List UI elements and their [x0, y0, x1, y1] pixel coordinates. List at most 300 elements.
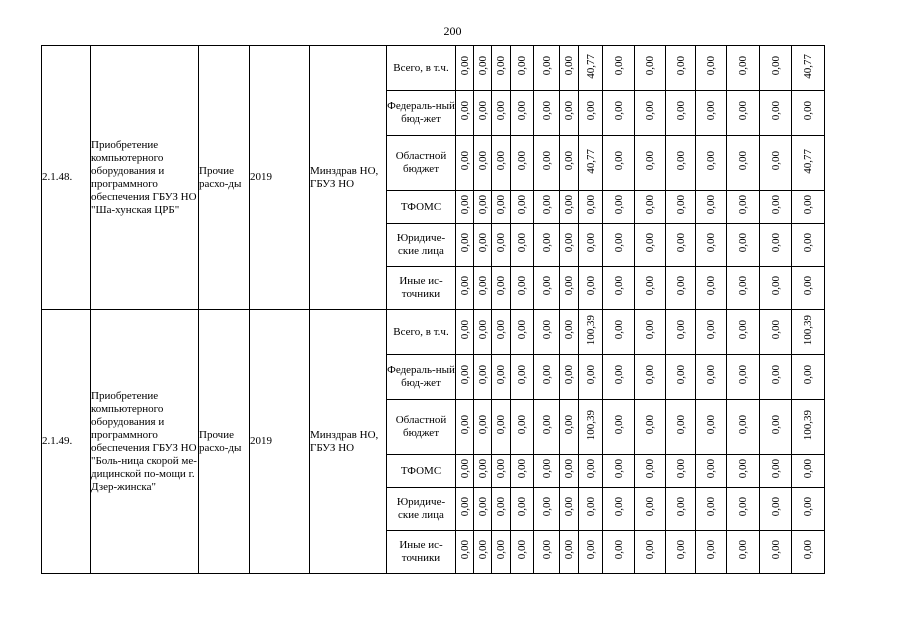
- value-cell: [792, 46, 825, 91]
- value-cell: [492, 455, 511, 488]
- value-cell: [760, 400, 792, 455]
- value-text: 0,00: [737, 56, 749, 76]
- value-cell: [760, 488, 792, 531]
- value-text: 40,77: [802, 53, 814, 79]
- value-cell: [727, 267, 760, 310]
- value-text: 0,00: [540, 415, 553, 435]
- value-text: 0,00: [476, 320, 489, 340]
- funding-source: Областной бюджет: [387, 136, 456, 191]
- value-text: 0,00: [737, 540, 749, 560]
- value-text: 100,39: [584, 314, 597, 346]
- funding-source: Иные ис-точники: [387, 531, 456, 574]
- value-text: 0,00: [495, 151, 507, 171]
- funding-source: Юридиче-ские лица: [387, 488, 456, 531]
- value-text: 0,00: [674, 459, 687, 479]
- value-cell: [511, 136, 534, 191]
- value-text: 0,00: [644, 151, 656, 171]
- value-text: 0,00: [674, 540, 687, 560]
- funding-source: Всего, в т.ч.: [387, 310, 456, 355]
- value-text: 0,00: [495, 497, 507, 517]
- value-cell: [492, 531, 511, 574]
- value-cell: [534, 91, 560, 136]
- value-text: 0,00: [612, 540, 625, 560]
- value-cell: [534, 310, 560, 355]
- value-text: 40,77: [584, 53, 597, 79]
- value-cell: [727, 191, 760, 224]
- value-text: 0,00: [644, 320, 656, 340]
- value-text: 0,00: [769, 56, 782, 76]
- value-text: 0,00: [769, 365, 782, 385]
- value-cell: [474, 191, 492, 224]
- value-text: 0,00: [476, 459, 489, 479]
- value-cell: [560, 400, 579, 455]
- value-cell: [511, 224, 534, 267]
- value-text: 0,00: [674, 276, 687, 296]
- value-text: 0,00: [458, 497, 471, 517]
- value-text: 0,00: [458, 233, 471, 253]
- value-cell: [579, 531, 603, 574]
- value-cell: [492, 310, 511, 355]
- value-cell: [727, 46, 760, 91]
- value-cell: [792, 310, 825, 355]
- value-cell: [456, 310, 474, 355]
- value-cell: [560, 191, 579, 224]
- value-text: 0,00: [476, 195, 489, 215]
- value-cell: [727, 310, 760, 355]
- value-text: 0,00: [674, 151, 687, 171]
- value-cell: [534, 224, 560, 267]
- value-text: 0,00: [563, 320, 575, 340]
- value-text: 0,00: [584, 195, 597, 215]
- value-cell: [792, 191, 825, 224]
- value-text: 0,00: [769, 415, 782, 435]
- value-text: 0,00: [674, 195, 687, 215]
- value-text: 0,00: [802, 276, 814, 296]
- value-cell: [456, 531, 474, 574]
- value-cell: [696, 267, 727, 310]
- value-text: 0,00: [563, 415, 575, 435]
- value-text: 0,00: [612, 233, 625, 253]
- value-cell: [760, 455, 792, 488]
- value-text: 0,00: [674, 497, 687, 517]
- value-cell: [456, 46, 474, 91]
- value-cell: [635, 355, 666, 400]
- funding-source: Иные ис-точники: [387, 267, 456, 310]
- value-text: 0,00: [705, 276, 717, 296]
- value-cell: [666, 310, 696, 355]
- value-text: 0,00: [458, 195, 471, 215]
- value-cell: [456, 455, 474, 488]
- value-cell: [511, 355, 534, 400]
- value-cell: [635, 400, 666, 455]
- item-executor: Минздрав НО, ГБУЗ НО: [310, 310, 387, 574]
- value-cell: [792, 455, 825, 488]
- value-cell: [635, 91, 666, 136]
- expense-kind: Прочие расхо-ды: [199, 310, 250, 574]
- value-text: 0,00: [769, 540, 782, 560]
- value-cell: [792, 91, 825, 136]
- value-cell: [760, 136, 792, 191]
- value-text: 0,00: [769, 101, 782, 121]
- value-text: 0,00: [674, 320, 687, 340]
- value-text: 0,00: [476, 233, 489, 253]
- value-text: 0,00: [802, 497, 814, 517]
- value-cell: [696, 455, 727, 488]
- value-text: 0,00: [644, 233, 656, 253]
- value-cell: [603, 224, 635, 267]
- value-text: 0,00: [769, 151, 782, 171]
- value-text: 0,00: [644, 459, 656, 479]
- value-text: 0,00: [674, 365, 687, 385]
- value-cell: [603, 91, 635, 136]
- value-cell: [635, 267, 666, 310]
- value-text: 0,00: [737, 415, 749, 435]
- value-cell: [603, 400, 635, 455]
- value-text: 0,00: [737, 195, 749, 215]
- value-text: 0,00: [563, 365, 575, 385]
- value-text: 0,00: [612, 101, 625, 121]
- value-cell: [666, 46, 696, 91]
- value-cell: [792, 267, 825, 310]
- value-text: 0,00: [644, 497, 656, 517]
- value-text: 0,00: [458, 365, 471, 385]
- value-cell: [560, 455, 579, 488]
- value-cell: [666, 355, 696, 400]
- value-text: 0,00: [458, 320, 471, 340]
- value-text: 0,00: [516, 365, 528, 385]
- value-text: 0,00: [802, 101, 814, 121]
- funding-source: Федераль-ный бюд-жет: [387, 91, 456, 136]
- item-name: Приобретение компьютерного оборудования и программного обеспечения ГБУЗ НО "Ша-хунская ЦРБ": [91, 46, 199, 310]
- value-cell: [635, 224, 666, 267]
- value-cell: [534, 488, 560, 531]
- value-text: 0,00: [476, 151, 489, 171]
- value-cell: [511, 310, 534, 355]
- value-text: 0,00: [516, 101, 528, 121]
- value-cell: [696, 400, 727, 455]
- expense-kind: Прочие расхо-ды: [199, 46, 250, 310]
- value-cell: [579, 267, 603, 310]
- value-cell: [560, 136, 579, 191]
- value-cell: [727, 91, 760, 136]
- value-cell: [474, 310, 492, 355]
- value-text: 0,00: [516, 151, 528, 171]
- value-cell: [666, 531, 696, 574]
- value-text: 0,00: [563, 459, 575, 479]
- value-text: 0,00: [612, 459, 625, 479]
- value-text: 0,00: [584, 233, 597, 253]
- value-text: 0,00: [769, 233, 782, 253]
- value-text: 0,00: [516, 540, 528, 560]
- value-text: 0,00: [495, 415, 507, 435]
- value-cell: [760, 46, 792, 91]
- value-text: 0,00: [495, 540, 507, 560]
- value-text: 0,00: [495, 276, 507, 296]
- value-text: 0,00: [563, 233, 575, 253]
- value-text: 0,00: [802, 540, 814, 560]
- value-text: 0,00: [476, 415, 489, 435]
- value-cell: [560, 488, 579, 531]
- value-cell: [727, 455, 760, 488]
- value-text: 0,00: [584, 497, 597, 517]
- value-text: 0,00: [737, 276, 749, 296]
- value-cell: [474, 136, 492, 191]
- item-name: Приобретение компьютерного оборудования и программного обеспечения ГБУЗ НО "Боль-ница скорой ме-дицинской по-мощи г. Дзер-жинска": [91, 310, 199, 574]
- value-cell: [603, 136, 635, 191]
- value-text: 0,00: [705, 320, 717, 340]
- value-cell: [456, 191, 474, 224]
- value-text: 0,00: [495, 233, 507, 253]
- value-text: 0,00: [584, 276, 597, 296]
- value-text: 0,00: [584, 365, 597, 385]
- value-cell: [511, 531, 534, 574]
- value-text: 0,00: [674, 233, 687, 253]
- value-cell: [696, 310, 727, 355]
- value-cell: [560, 46, 579, 91]
- value-text: 0,00: [540, 540, 553, 560]
- value-text: 0,00: [563, 497, 575, 517]
- value-cell: [492, 46, 511, 91]
- value-text: 0,00: [769, 195, 782, 215]
- value-cell: [492, 488, 511, 531]
- value-cell: [635, 46, 666, 91]
- value-cell: [666, 191, 696, 224]
- value-text: 100,39: [802, 409, 814, 441]
- value-cell: [474, 91, 492, 136]
- value-cell: [511, 400, 534, 455]
- value-cell: [635, 488, 666, 531]
- value-text: 40,77: [584, 148, 597, 174]
- value-text: 0,00: [476, 540, 489, 560]
- value-cell: [474, 400, 492, 455]
- value-cell: [727, 488, 760, 531]
- value-cell: [603, 310, 635, 355]
- value-text: 0,00: [705, 56, 717, 76]
- value-text: 0,00: [737, 459, 749, 479]
- value-text: 0,00: [563, 195, 575, 215]
- value-text: 0,00: [563, 101, 575, 121]
- value-text: 0,00: [612, 497, 625, 517]
- value-text: 0,00: [584, 101, 597, 121]
- value-cell: [760, 224, 792, 267]
- value-text: 0,00: [802, 233, 814, 253]
- value-cell: [792, 224, 825, 267]
- value-cell: [456, 355, 474, 400]
- value-text: 0,00: [495, 56, 507, 76]
- value-text: 0,00: [737, 320, 749, 340]
- value-cell: [579, 191, 603, 224]
- value-cell: [474, 267, 492, 310]
- value-cell: [534, 267, 560, 310]
- value-text: 0,00: [458, 56, 471, 76]
- value-cell: [474, 455, 492, 488]
- value-text: 0,00: [769, 320, 782, 340]
- value-text: 0,00: [644, 415, 656, 435]
- item-code: 2.1.48.: [42, 46, 91, 310]
- value-cell: [534, 191, 560, 224]
- value-cell: [579, 91, 603, 136]
- value-cell: [666, 488, 696, 531]
- value-text: 0,00: [516, 415, 528, 435]
- value-cell: [792, 400, 825, 455]
- value-text: 0,00: [540, 233, 553, 253]
- value-cell: [792, 531, 825, 574]
- value-text: 0,00: [705, 415, 717, 435]
- value-cell: [760, 191, 792, 224]
- value-text: 0,00: [458, 151, 471, 171]
- value-cell: [727, 224, 760, 267]
- value-text: 0,00: [540, 320, 553, 340]
- value-cell: [760, 267, 792, 310]
- value-cell: [579, 488, 603, 531]
- value-cell: [474, 46, 492, 91]
- value-text: 0,00: [644, 101, 656, 121]
- value-cell: [635, 531, 666, 574]
- value-text: 0,00: [769, 459, 782, 479]
- value-text: 0,00: [612, 365, 625, 385]
- value-cell: [560, 91, 579, 136]
- value-text: 0,00: [458, 276, 471, 296]
- value-text: 0,00: [476, 365, 489, 385]
- value-cell: [579, 136, 603, 191]
- value-cell: [579, 310, 603, 355]
- value-cell: [492, 136, 511, 191]
- value-text: 0,00: [705, 195, 717, 215]
- value-cell: [727, 400, 760, 455]
- value-text: 0,00: [516, 276, 528, 296]
- value-text: 0,00: [495, 320, 507, 340]
- value-cell: [603, 355, 635, 400]
- value-cell: [511, 455, 534, 488]
- value-cell: [511, 46, 534, 91]
- value-cell: [474, 355, 492, 400]
- value-cell: [792, 355, 825, 400]
- value-text: 0,00: [612, 195, 625, 215]
- value-text: 0,00: [644, 195, 656, 215]
- value-cell: [456, 488, 474, 531]
- value-cell: [492, 91, 511, 136]
- value-cell: [511, 267, 534, 310]
- item-year: 2019: [250, 310, 310, 574]
- value-text: 0,00: [737, 497, 749, 517]
- value-cell: [696, 46, 727, 91]
- value-cell: [474, 224, 492, 267]
- page-number: 200: [443, 24, 462, 38]
- value-cell: [456, 400, 474, 455]
- value-cell: [760, 91, 792, 136]
- value-text: 0,00: [563, 56, 575, 76]
- value-cell: [603, 455, 635, 488]
- table-row: [42, 46, 857, 91]
- value-cell: [696, 355, 727, 400]
- value-cell: [560, 531, 579, 574]
- value-cell: [560, 224, 579, 267]
- value-text: 0,00: [705, 233, 717, 253]
- value-cell: [666, 224, 696, 267]
- value-text: 0,00: [705, 540, 717, 560]
- value-cell: [666, 455, 696, 488]
- value-text: 0,00: [644, 56, 656, 76]
- value-text: 0,00: [516, 195, 528, 215]
- value-cell: [579, 46, 603, 91]
- value-cell: [666, 400, 696, 455]
- value-cell: [696, 488, 727, 531]
- value-text: 0,00: [705, 365, 717, 385]
- value-text: 0,00: [563, 276, 575, 296]
- value-cell: [474, 531, 492, 574]
- value-cell: [534, 455, 560, 488]
- value-text: 0,00: [476, 276, 489, 296]
- value-text: 0,00: [644, 540, 656, 560]
- value-cell: [760, 531, 792, 574]
- value-text: 0,00: [737, 233, 749, 253]
- value-text: 0,00: [737, 151, 749, 171]
- value-text: 0,00: [540, 151, 553, 171]
- value-cell: [792, 136, 825, 191]
- value-text: 0,00: [476, 497, 489, 517]
- value-cell: [792, 488, 825, 531]
- funding-source: Всего, в т.ч.: [387, 46, 456, 91]
- funding-source: ТФОМС: [387, 191, 456, 224]
- value-text: 0,00: [644, 365, 656, 385]
- value-cell: [696, 91, 727, 136]
- table-row: [42, 310, 857, 355]
- value-text: 0,00: [674, 56, 687, 76]
- value-text: 0,00: [705, 101, 717, 121]
- value-text: 0,00: [612, 56, 625, 76]
- value-text: 0,00: [612, 151, 625, 171]
- value-text: 0,00: [737, 101, 749, 121]
- value-cell: [760, 310, 792, 355]
- value-cell: [579, 400, 603, 455]
- value-cell: [560, 310, 579, 355]
- value-cell: [760, 355, 792, 400]
- value-text: 0,00: [674, 415, 687, 435]
- value-cell: [511, 191, 534, 224]
- value-cell: [579, 224, 603, 267]
- value-cell: [603, 267, 635, 310]
- value-text: 0,00: [540, 195, 553, 215]
- value-text: 0,00: [516, 56, 528, 76]
- value-text: 0,00: [540, 459, 553, 479]
- value-cell: [534, 355, 560, 400]
- value-text: 0,00: [516, 459, 528, 479]
- value-cell: [492, 267, 511, 310]
- value-cell: [603, 46, 635, 91]
- value-cell: [696, 191, 727, 224]
- value-cell: [492, 224, 511, 267]
- value-cell: [727, 531, 760, 574]
- value-cell: [666, 91, 696, 136]
- value-text: 0,00: [644, 276, 656, 296]
- value-text: 0,00: [540, 56, 553, 76]
- value-text: 0,00: [563, 540, 575, 560]
- value-text: 0,00: [612, 320, 625, 340]
- value-cell: [696, 224, 727, 267]
- funding-source: Федераль-ный бюд-жет: [387, 355, 456, 400]
- item-year: 2019: [250, 46, 310, 310]
- value-cell: [456, 224, 474, 267]
- value-text: 100,39: [802, 314, 814, 346]
- value-text: 0,00: [540, 497, 553, 517]
- funding-source: ТФОМС: [387, 455, 456, 488]
- value-text: 0,00: [495, 459, 507, 479]
- value-cell: [635, 455, 666, 488]
- value-cell: [534, 400, 560, 455]
- value-text: 0,00: [705, 497, 717, 517]
- value-text: 0,00: [769, 276, 782, 296]
- value-cell: [666, 267, 696, 310]
